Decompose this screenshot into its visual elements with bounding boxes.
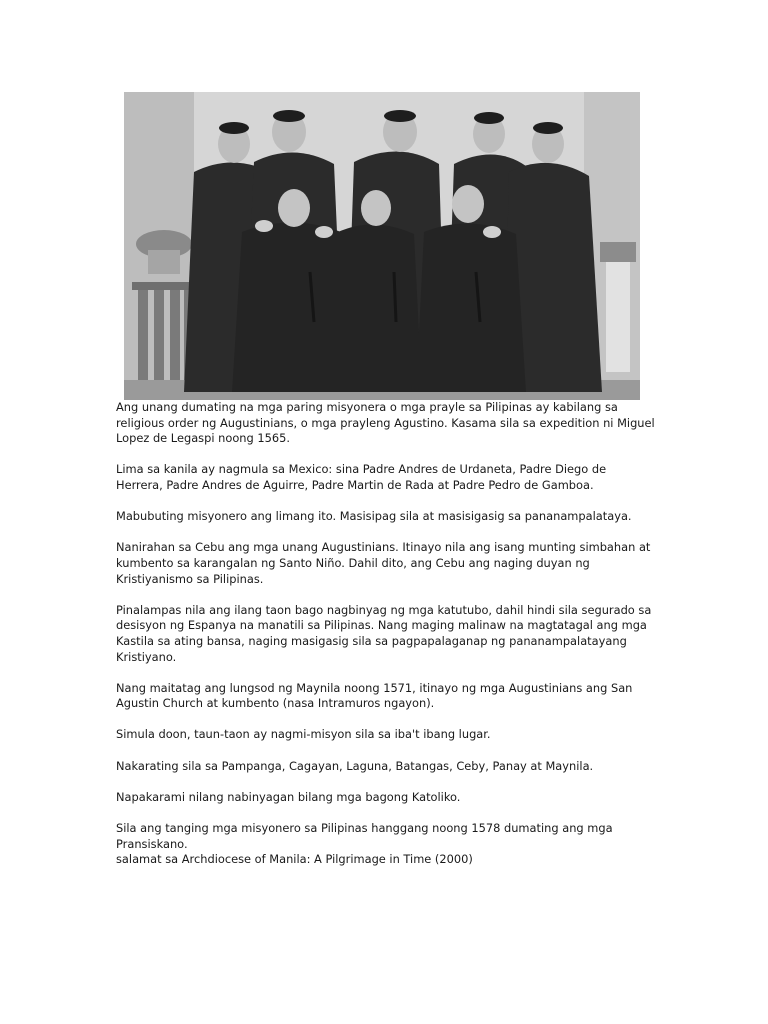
- paragraph-10: Sila ang tanging mga misyonero sa Pilipinas hanggang noong 1578 dumating ang mga Pransiskano.: [116, 821, 613, 851]
- paragraph-1: Ang unang dumating na mga paring misyonera o mga prayle sa Pilipinas ay kabilang sa religious order ng Augustinians, o mga prayleng Agustino. Kasama sila sa expedition ni Miguel Lopez de Legaspi noong 1565.: [116, 400, 655, 446]
- friars-group-photo: [124, 92, 640, 400]
- paragraph-5: Pinalampas nila ang ilang taon bago nagbinyag ng mga katutubo, dahil hindi sila segurado sa desisyon ng Espanya na manatili sa Pilipinas. Nang maging malinaw na magtatagal ang mga Kastila sa ating bansa, naging masigasig sila sa pagpapalaganap ng pananampalatayang Kristiyano.: [116, 602, 652, 664]
- article-body: [116, 400, 656, 868]
- paragraph-4: Nanirahan sa Cebu ang mga unang Augustinians. Itinayo nila ang isang munting simbahan at kumbento sa karangalan ng Santo Niño. Dahil dito, ang Cebu ang naging duyan ng Kristiyanismo sa Pilipinas.: [116, 540, 651, 586]
- paragraph-3: Mabubuting misyonero ang limang ito. Masisipag sila at masisigasig sa pananampalataya.: [116, 509, 632, 524]
- photo-illustration: [124, 92, 640, 400]
- paragraph-6: Nang maitatag ang lungsod ng Maynila noong 1571, itinayo ng mga Augustinians ang San Agustin Church at kumbento (nasa Intramuros ngayon).: [116, 680, 633, 711]
- paragraph-9: Napakarami nilang nabinyagan bilang mga bagong Katoliko.: [116, 789, 461, 804]
- paragraph-2: Lima sa kanila ay nagmula sa Mexico: sina Padre Andres de Urdaneta, Padre Diego de Herrera, Padre Andres de Aguirre, Padre Martin de Rada at Padre Pedro de Gamboa.: [116, 462, 607, 492]
- paragraph-7: Simula doon, taun-taon ay nagmi-misyon sila sa iba't ibang lugar.: [116, 727, 491, 742]
- paragraph-8: Nakarating sila sa Pampanga, Cagayan, Laguna, Batangas, Ceby, Panay at Maynila.: [116, 758, 594, 773]
- source-credit: salamat sa Archdiocese of Manila: A Pilgrimage in Time (2000): [116, 852, 473, 867]
